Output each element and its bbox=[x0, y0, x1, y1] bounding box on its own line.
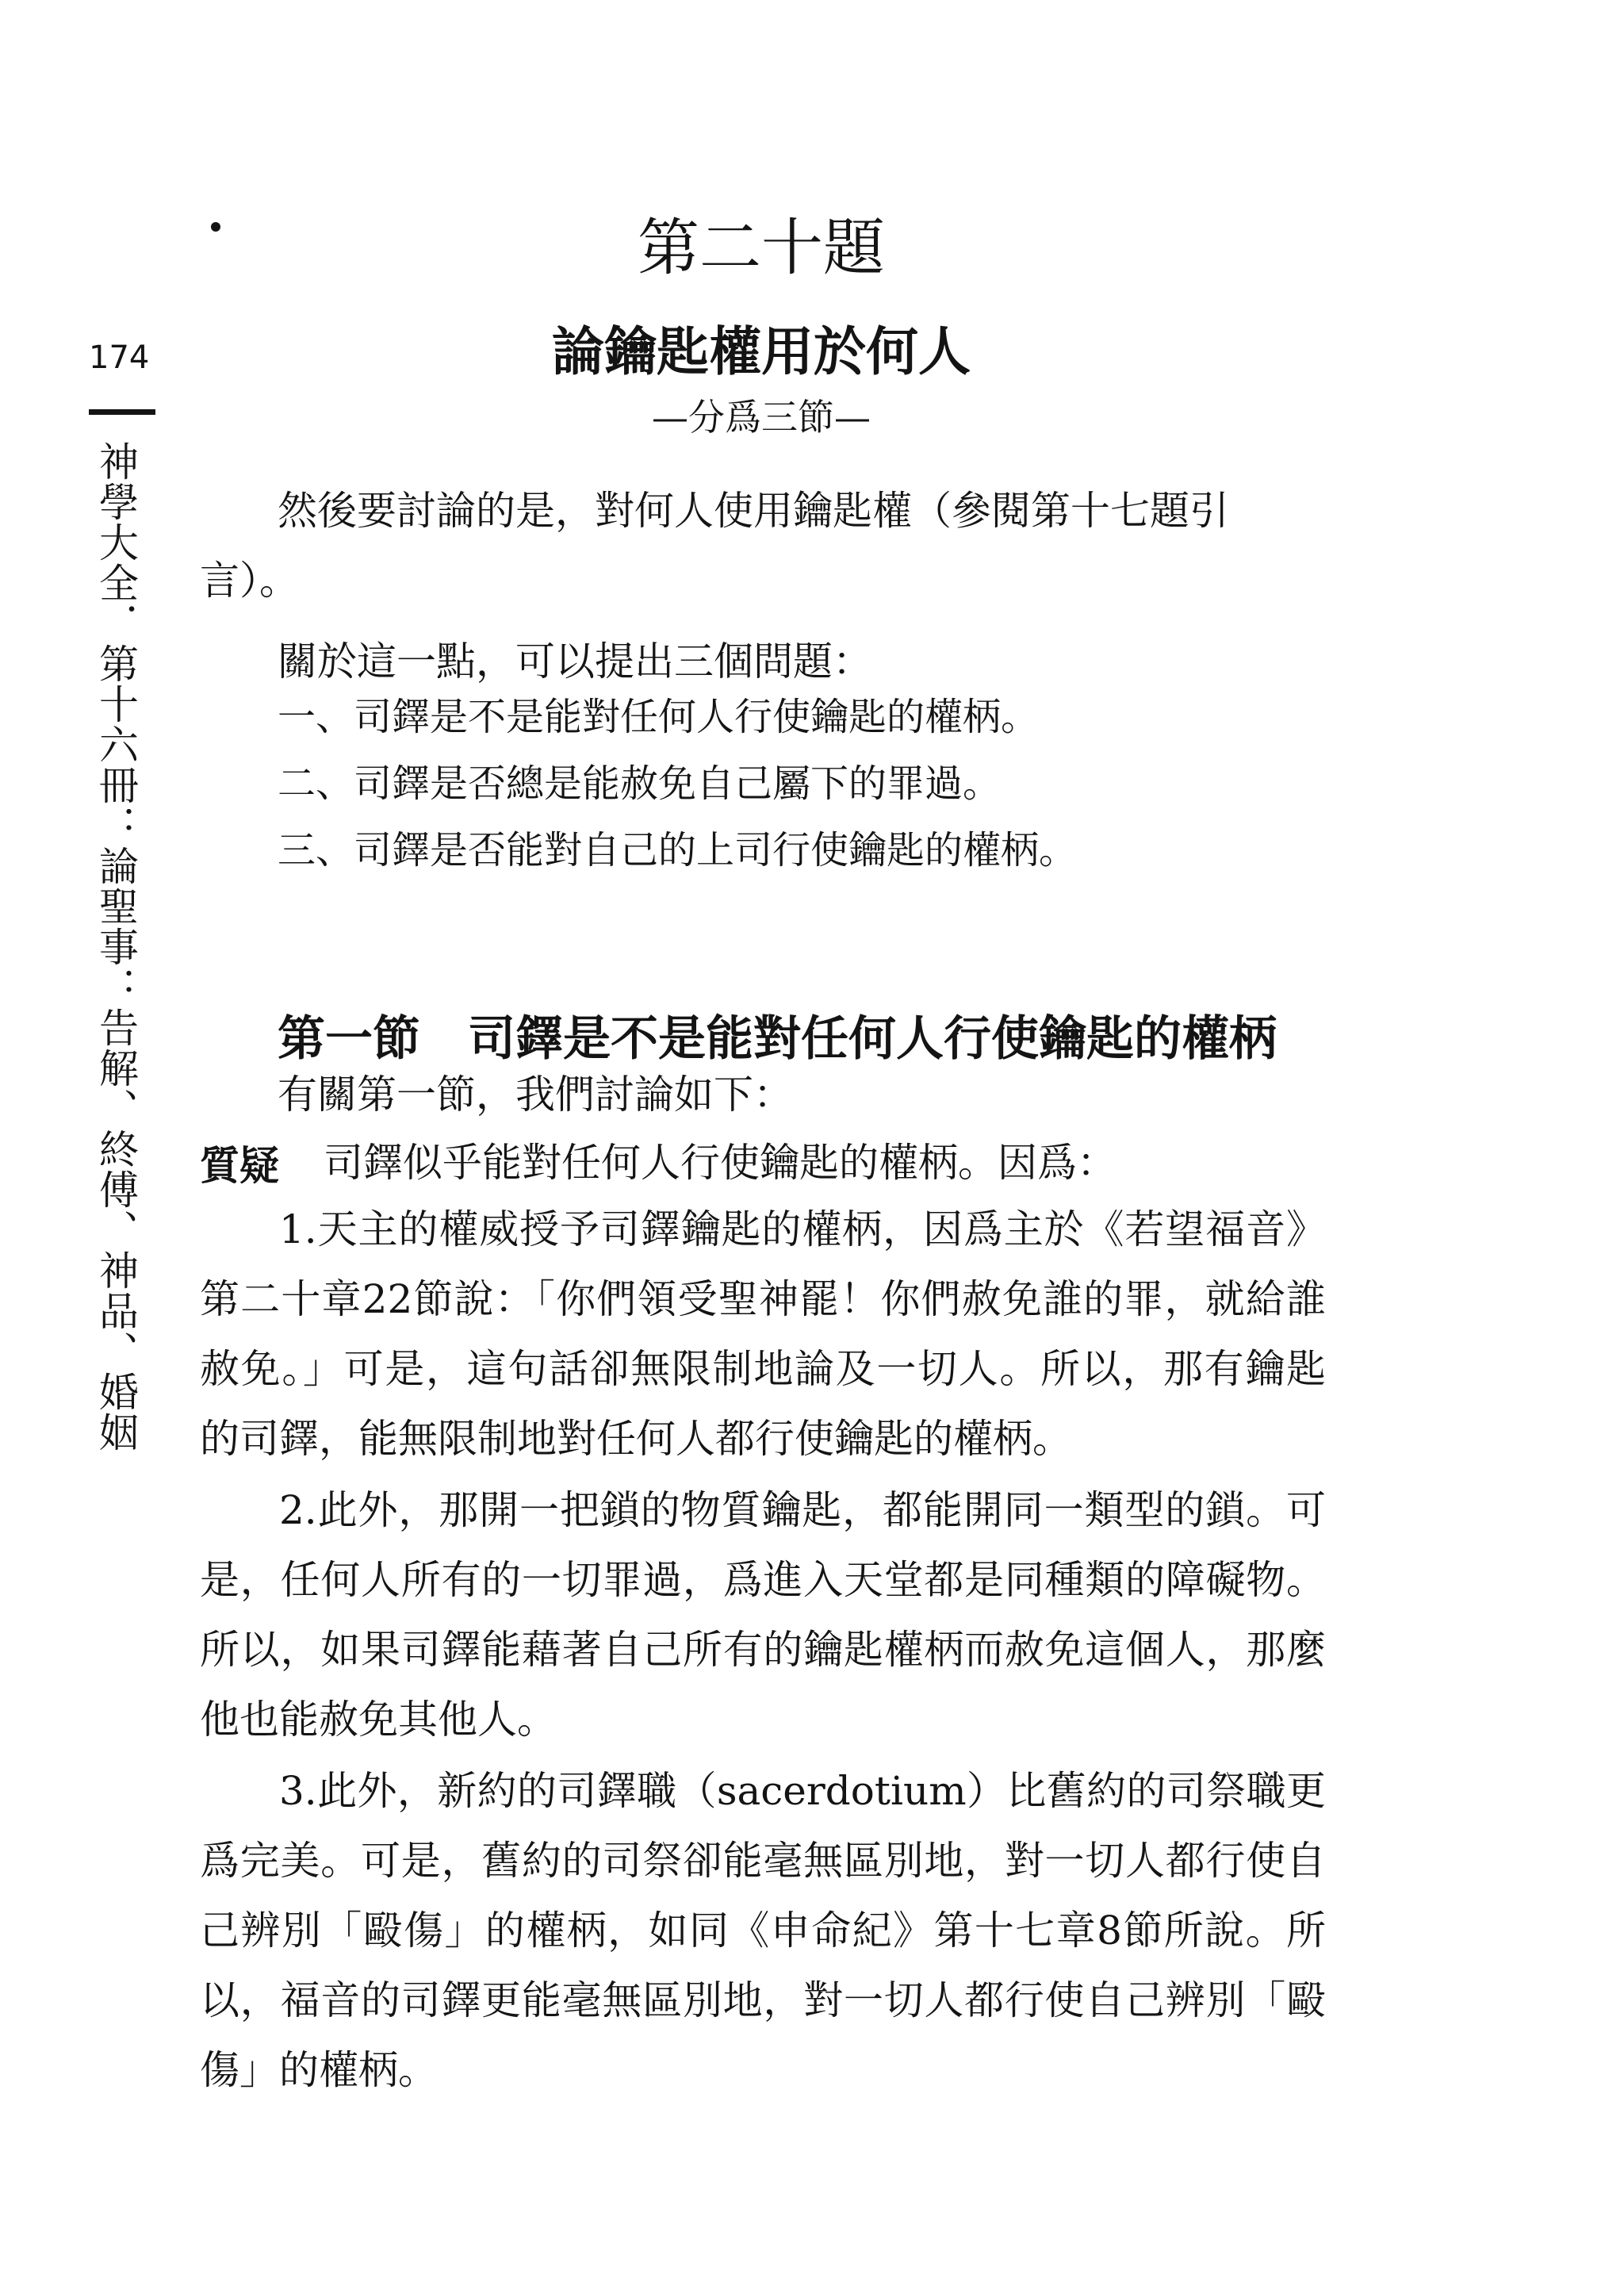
chapter-subject: 論鑰匙權用於何人 bbox=[552, 321, 971, 382]
argument-paragraph-2: 2.此外，那開一把鎖的物質鑰匙，都能開同一類型的鎖。可是，任何人所有的一切罪過，爲進入天堂都是同種類的障礙物。所以，如果司鐸能藉著自己所有的鑰匙權柄而赦免這個人，那麼他也能赦免其他人。 bbox=[200, 1487, 1326, 1743]
intro-line-1: 然後要討論的是，對何人使用鑰匙權（參閱第十七題引 bbox=[278, 488, 1229, 534]
chapter-title: 第二十題 bbox=[637, 213, 885, 284]
chapter-division-note: —分爲三節— bbox=[652, 396, 871, 439]
objection-text: 司鐸似乎能對任何人行使鑰匙的權柄。因爲： bbox=[324, 1140, 1116, 1186]
question-3: 三、司鐸是否能對自己的上司行使鑰匙的權柄。 bbox=[278, 828, 1078, 872]
intro-line-1-end: 言）。 bbox=[200, 558, 299, 604]
argument-paragraph-3: 3.此外，新約的司鐸職（sacerdotium）比舊約的司祭職更爲完美。可是，舊約的司祭卻能毫無區別地，對一切人都行使自己辨別「毆傷」的權柄，如同《申命紀》第十七章8節所說。所以，福音的司鐸更能毫無區別地，對一切人都行使自己辨別「毆傷」的權柄。 bbox=[200, 1768, 1326, 2093]
running-title: 神學大全．第十六冊：論聖事：告解、終傅、神品、婚姻 bbox=[93, 441, 139, 1452]
question-2: 二、司鐸是否總是能赦免自己屬下的罪過。 bbox=[278, 761, 1002, 806]
section-intro: 有關第一節，我們討論如下： bbox=[278, 1072, 793, 1118]
page-number: 174 bbox=[89, 339, 150, 376]
argument-paragraph-1: 1.天主的權威授予司鐸鑰匙的權柄，因爲主於《若望福音》第二十章22節說：「你們領受聖神罷！你們赦免誰的罪，就給誰赦免。」可是，這句話卻無限制地論及一切人。所以，那有鑰匙的司鐸，能無限制地對任何人都行使鑰匙的權柄。 bbox=[200, 1206, 1326, 1462]
question-1: 一、司鐸是不是能對任何人行使鑰匙的權柄。 bbox=[278, 695, 1040, 739]
objection-label: 質疑 bbox=[200, 1143, 279, 1189]
intro-line-2: 關於這一點，可以提出三個問題： bbox=[278, 638, 872, 684]
section-heading: 第一節 司鐸是不是能對任何人行使鑰匙的權柄 bbox=[278, 1011, 1277, 1067]
